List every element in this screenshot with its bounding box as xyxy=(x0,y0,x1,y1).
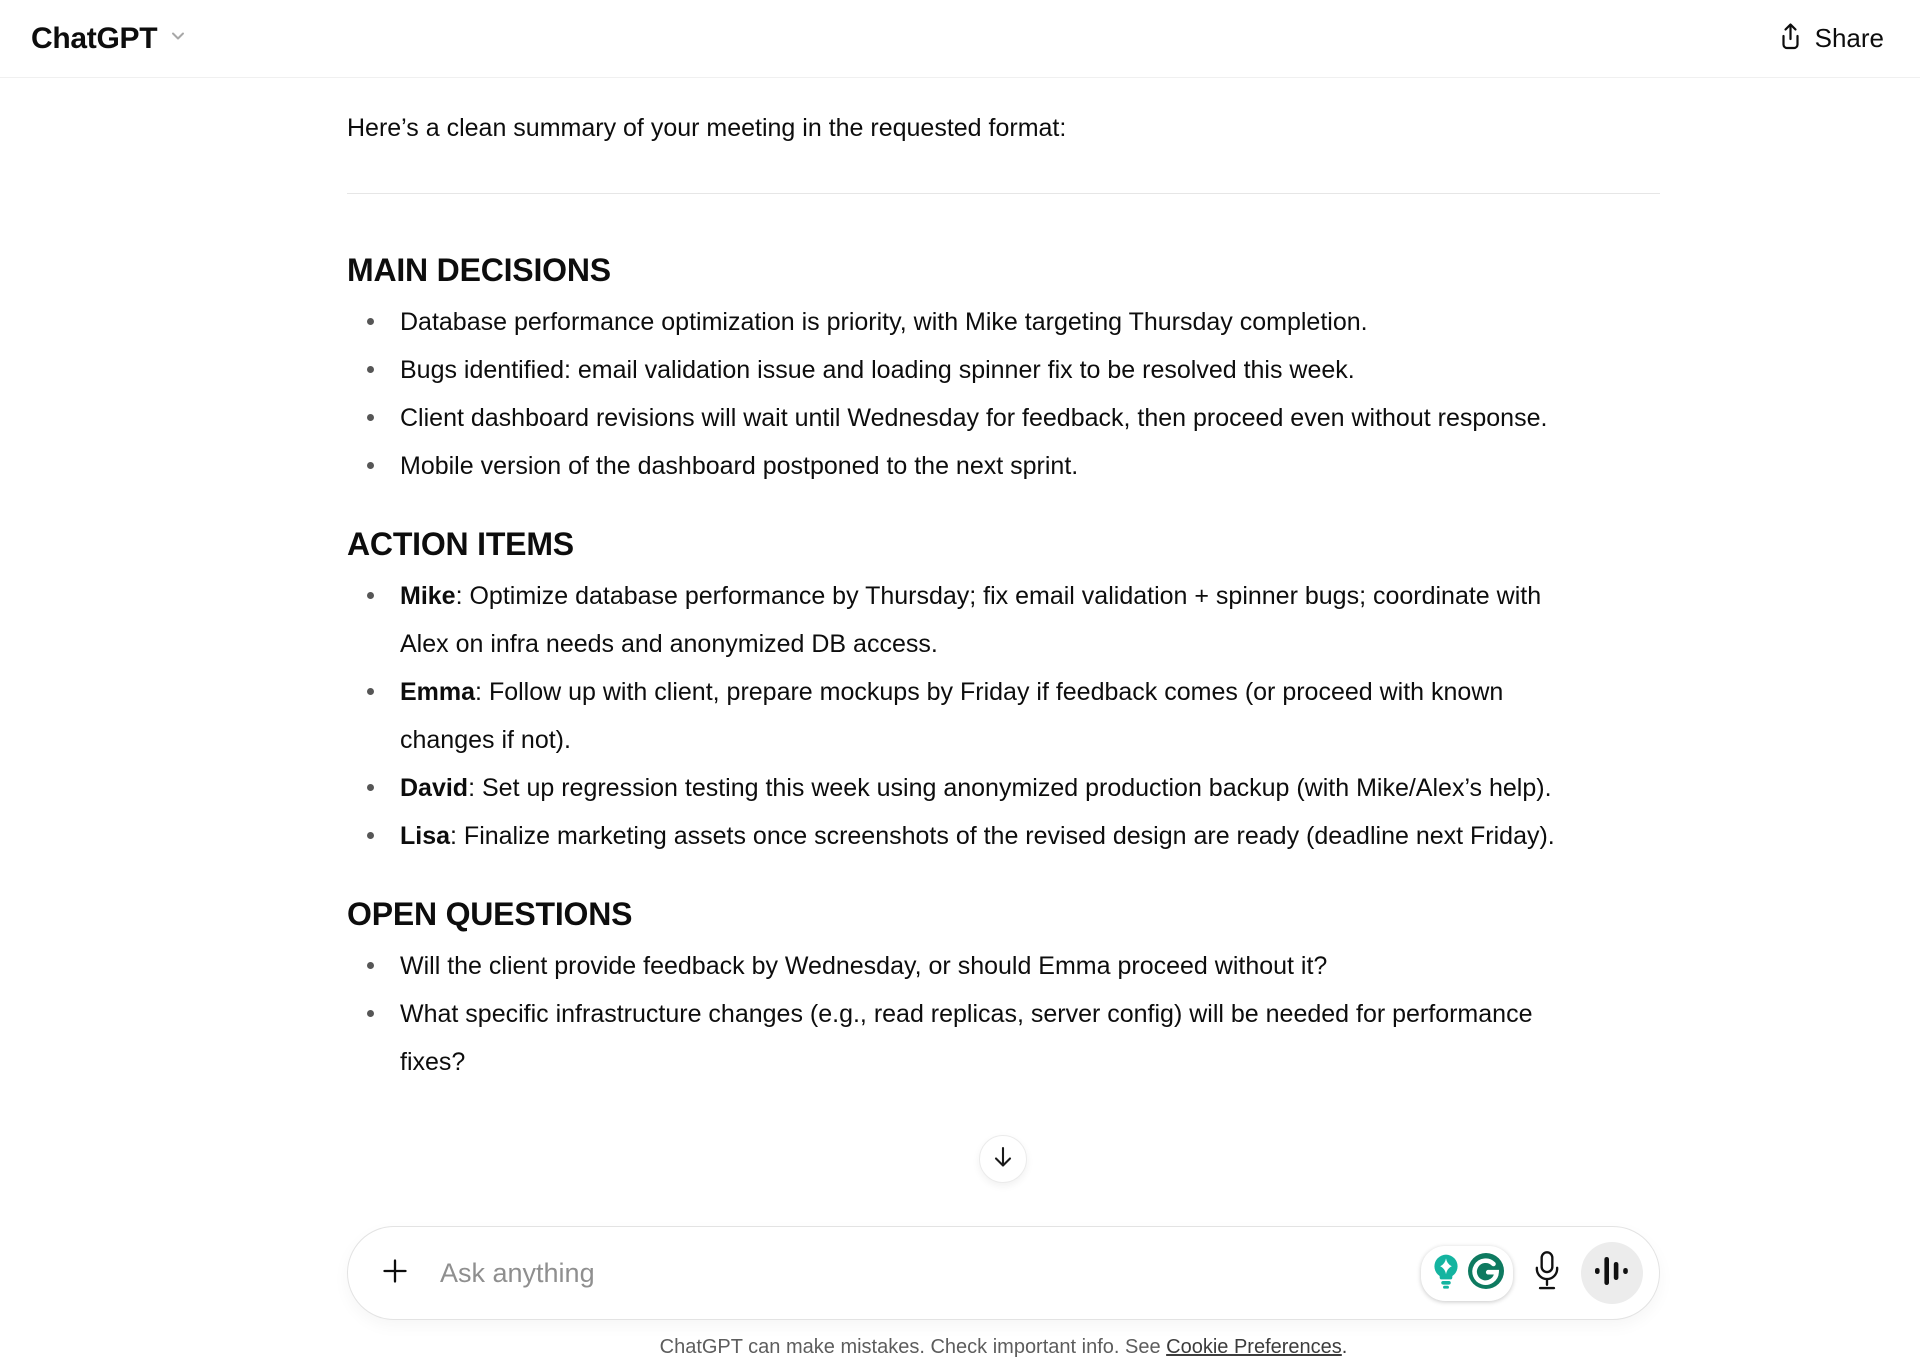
bullet-list xyxy=(347,942,1660,1086)
grammarly-extension-badge[interactable] xyxy=(1421,1246,1513,1301)
message-input[interactable] xyxy=(440,1258,1421,1289)
share-button[interactable] xyxy=(1777,22,1884,56)
disclaimer-period: . xyxy=(1341,1336,1348,1358)
cookie-preferences-link[interactable]: Cookie Preferences xyxy=(1166,1336,1342,1358)
list-item: Bugs identified: email validation issue and loading spinner fix to be resolved this week. xyxy=(400,346,1660,394)
list-item: Mobile version of the dashboard postponed to the next sprint. xyxy=(400,442,1660,490)
arrow-down-icon xyxy=(991,1144,1015,1175)
section-heading: OPEN QUESTIONS xyxy=(347,896,633,932)
message-intro: Here’s a clean summary of your meeting in the requested format: xyxy=(347,114,1067,142)
list-item: Mike: Optimize database performance by Thursday; fix email validation + spinner bugs; coordinate with Alex on infra needs and anonymized DB access. xyxy=(400,572,1660,668)
list-item: Lisa: Finalize marketing assets once screenshots of the revised design are ready (deadline next Friday). xyxy=(400,812,1660,860)
bullet-list xyxy=(347,572,1660,860)
voice-mode-button[interactable] xyxy=(1581,1242,1643,1304)
app-title: ChatGPT xyxy=(31,21,158,55)
disclaimer xyxy=(347,1334,1660,1360)
chevron-down-icon xyxy=(167,25,189,52)
attach-button[interactable] xyxy=(375,1253,415,1293)
list-item: Emma: Follow up with client, prepare mockups by Friday if feedback comes (or proceed with known changes if not). xyxy=(400,668,1660,764)
section-heading: MAIN DECISIONS xyxy=(347,252,611,288)
list-item: Will the client provide feedback by Wednesday, or should Emma proceed without it? xyxy=(400,942,1660,990)
section-heading: ACTION ITEMS xyxy=(347,526,574,562)
microphone-icon xyxy=(1531,1249,1563,1298)
list-item: David: Set up regression testing this week using anonymized production backup (with Mike/Alex’s help). xyxy=(400,764,1660,812)
share-icon xyxy=(1777,22,1804,56)
model-switcher[interactable] xyxy=(31,22,189,56)
composer-actions xyxy=(1421,1242,1643,1304)
list-item: Database performance optimization is priority, with Mike targeting Thursday completion. xyxy=(400,298,1660,346)
voice-waveform-icon xyxy=(1594,1256,1630,1291)
section-action-items xyxy=(347,524,1660,860)
disclaimer-text: ChatGPT can make mistakes. Check important info. See xyxy=(659,1336,1167,1358)
bullet-list xyxy=(347,298,1660,490)
section-main-decisions xyxy=(347,250,1660,490)
composer xyxy=(347,1226,1660,1320)
list-item: Client dashboard revisions will wait until Wednesday for feedback, then proceed even without response. xyxy=(400,394,1660,442)
plus-icon xyxy=(379,1255,411,1292)
dictate-button[interactable] xyxy=(1527,1247,1567,1299)
lightbulb-sparkle-icon xyxy=(1428,1251,1464,1296)
list-item: What specific infrastructure changes (e.g., read replicas, server config) will be needed for performance fixes? xyxy=(400,990,1660,1086)
section-open-questions xyxy=(347,894,1660,1086)
share-label: Share xyxy=(1814,23,1884,53)
scroll-to-bottom-button[interactable] xyxy=(979,1135,1027,1183)
top-bar xyxy=(0,0,1920,78)
assistant-message xyxy=(347,78,1660,1086)
message-divider xyxy=(347,193,1660,194)
grammarly-logo-icon xyxy=(1466,1251,1506,1296)
